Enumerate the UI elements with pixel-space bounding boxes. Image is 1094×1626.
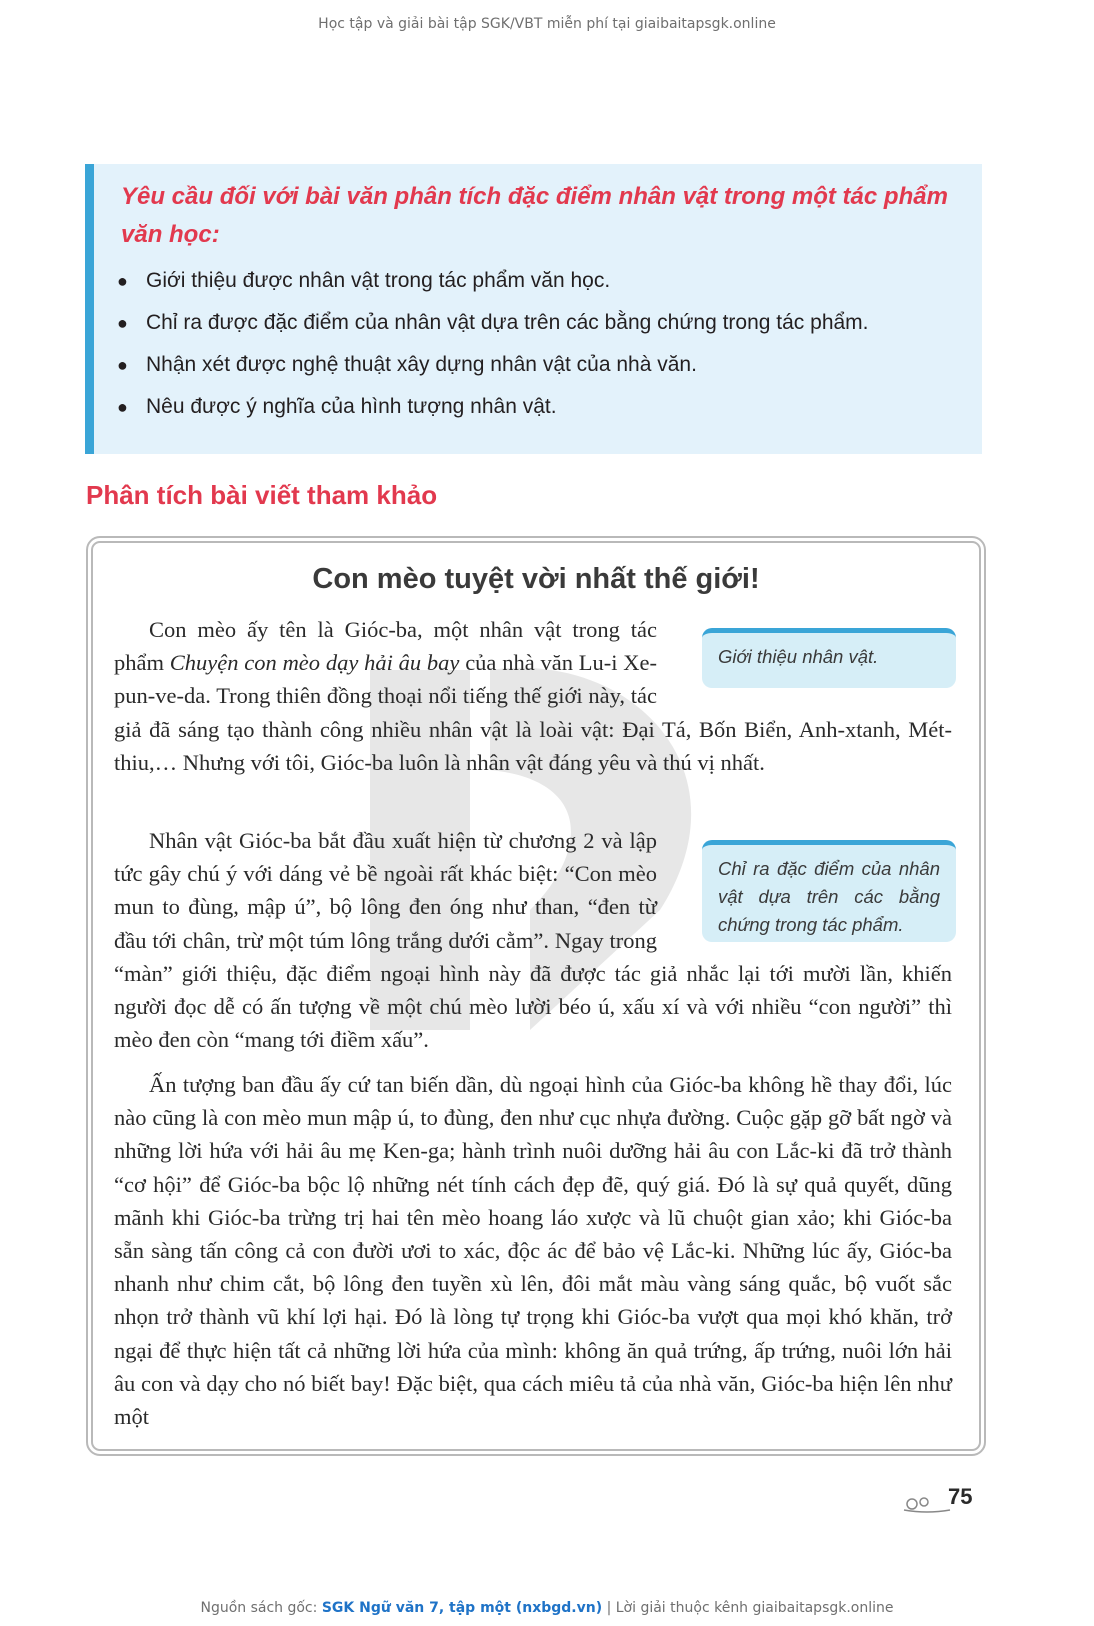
- requirement-item: [112, 260, 972, 302]
- bullet-icon: ●: [117, 397, 128, 417]
- requirements-title: Yêu cầu đối với bài văn phân tích đặc điểm nhân vật trong một tác phẩm văn học:: [121, 183, 948, 248]
- margin-note-characteristics: Chỉ ra đặc điểm của nhân vật dựa trên các bằng chứng trong tác phẩm.: [702, 840, 956, 942]
- page-header: Học tập và giải bài tập SGK/VBT miễn phí tại giaibaitapsgk.online: [318, 16, 776, 32]
- para1-text-b: của nhà văn Lu-i Xe-pun-ve-da. Trong thiên đồng thoại nổi tiếng thế giới này, tác giả đã sáng tạo thành công nhiều nhân vật là loài vật: Đại Tá, Bốn Biển, Anh-xtanh, Mét-thiu,… Nhưng với tôi, Gióc-ba luôn là nhân vật đáng yêu và thú vị nhất.: [114, 650, 952, 775]
- page-footer: [0, 1600, 1094, 1616]
- para3-text: Ấn tượng ban đầu ấy cứ tan biến dần, dù ngoại hình của Gióc-ba không hề thay đổi, lúc nào cũng là con mèo mun mập ú, to đùng, đen như cục nhựa đường. Cuộc gặp gỡ bất ngờ và những lời hứa với hải âu mẹ Ken-ga; hành trình nuôi dưỡng hải âu con Lắc-ki đã trở thành “cơ hội” để Gióc-ba bộc lộ những nét tính cách đẹp đẽ, quý giá. Đó là sự quả quyết, dũng mãnh khi Gióc-ba trừng trị hai tên mèo hoang láo xược và lũ chuột gian xảo; khi Gióc-ba sẵn sàng tấn công cả con đười ươi to xác, độc ác để bảo vệ Lắc-ki. Những lúc ấy, Gióc-ba nhanh như chim cắt, bộ lông đen tuyền xù lên, đôi mắt màu vàng sáng quắc, bộ vuốt sắc nhọn trở thành vũ khí lợi hại. Đó là lòng tự trọng khi Gióc-ba vượt qua mọi khó khăn, trở ngại để thực hiện tất cả những lời hứa của mình: không ăn quả trứng, ấp trứng, nuôi lớn hải âu con và dạy cho nó biết bay! Đặc biệt, qua cách miêu tả của nhà văn, Gióc-ba hiện lên như một: [114, 1072, 952, 1430]
- requirement-item: [112, 302, 972, 344]
- footer-suffix: | Lời giải thuộc kênh giaibaitapsgk.online: [602, 1600, 894, 1616]
- section-heading: Phân tích bài viết tham khảo: [86, 480, 438, 510]
- para1-text-a: Con mèo ấy tên là Gióc-ba, một nhân vật trong tác phẩm: [114, 617, 657, 676]
- requirement-item: [112, 386, 972, 428]
- flower-ornament-icon: [902, 1488, 952, 1516]
- requirement-text: Nêu được ý nghĩa của hình tượng nhân vật.: [146, 395, 557, 418]
- requirements-box: [85, 164, 982, 454]
- page-number: 75: [948, 1484, 973, 1509]
- requirement-text: Giới thiệu được nhân vật trong tác phẩm văn học.: [146, 269, 611, 292]
- article-title: Con mèo tuyệt vời nhất thế giới!: [312, 563, 760, 595]
- footer-prefix: Nguồn sách gốc:: [200, 1600, 322, 1616]
- requirement-text: Chỉ ra được đặc điểm của nhân vật dựa trên các bằng chứng trong tác phẩm.: [146, 311, 869, 334]
- bullet-icon: ●: [117, 313, 128, 333]
- margin-note-introduce: Giới thiệu nhân vật.: [702, 628, 956, 688]
- requirements-list: [112, 260, 972, 428]
- requirement-text: Nhận xét được nghệ thuật xây dựng nhân vật của nhà văn.: [146, 353, 697, 376]
- bullet-icon: ●: [117, 271, 128, 291]
- work-title: Chuyện con mèo dạy hải âu bay: [169, 650, 460, 676]
- bullet-icon: ●: [117, 355, 128, 375]
- requirement-item: [112, 344, 972, 386]
- para2-text: Nhân vật Gióc-ba bắt đầu xuất hiện từ chương 2 và lập tức gây chú ý với dáng vẻ bề ngoài rất khác biệt: “Con mèo mun to đùng, mập ú”, bộ lông đen óng như than, “đen từ đầu tới chân, trừ một túm lông trắng dưới cằm”. Ngay trong “màn” giới thiệu, đặc điểm ngoại hình này đã được tác giả nhắc lại tới mười lần, khiến người đọc dễ có ấn tượng về một chú mèo lười béo ú, xấu xí và với nhiều “con người” thì mèo đen còn “mang tới điềm xấu”.: [114, 828, 952, 1053]
- footer-source-link[interactable]: SGK Ngữ văn 7, tập một (nxbgd.vn): [321, 1600, 603, 1616]
- article-paragraph-3: [114, 1068, 952, 1433]
